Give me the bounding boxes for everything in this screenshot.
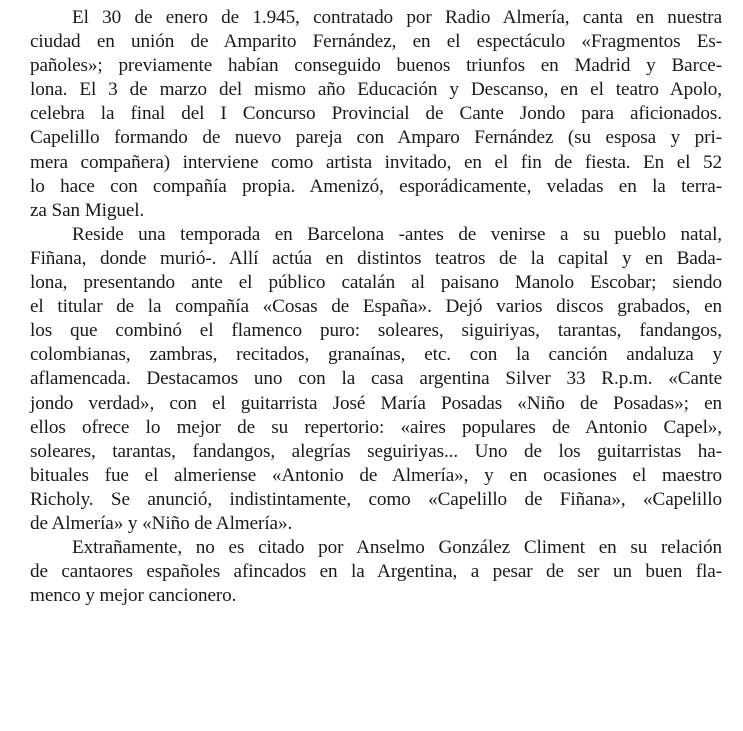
text-line: Reside una temporada en Barcelona -antes de venirse a su pueblo natal, — [72, 223, 722, 245]
paragraph — [30, 536, 722, 608]
text-line: de Almería» y «Niño de Almería». — [30, 512, 293, 534]
text-line: celebra la final del I Concurso Provincial de Cante Jondo para aficionados. — [30, 103, 722, 125]
text-line: lo hace con compañía propia. Amenizó, esporádicamente, veladas en la terra- — [30, 175, 722, 197]
text-line: bituales fue el almeriense «Antonio de Almería», y en ocasiones el maestro — [30, 464, 722, 486]
text-line: lona. El 3 de marzo del mismo año Educación y Descanso, en el teatro Apolo, — [30, 79, 722, 101]
text-line: mera compañera) interviene como artista invitado, en el fin de fiesta. En el 52 — [30, 151, 722, 173]
document-page — [30, 6, 722, 608]
paragraph — [30, 223, 722, 536]
text-line: de cantaores españoles afincados en la Argentina, a pesar de ser un buen fla- — [30, 561, 722, 583]
text-line: menco y mejor cancionero. — [30, 585, 237, 607]
text-line: Extrañamente, no es citado por Anselmo González Climent en su relación — [72, 537, 722, 559]
text-line: ciudad en unión de Amparito Fernández, en el espectáculo «Fragmentos Es- — [30, 31, 722, 53]
text-line: soleares, tarantas, fandangos, alegrías seguiriyas... Uno de los guitarristas ha- — [30, 440, 722, 462]
text-line: za San Miguel. — [30, 199, 145, 221]
text-line: jondo verdad», con el guitarrista José María Posadas «Niño de Posadas»; en — [30, 392, 722, 414]
text-line: El 30 de enero de 1.945, contratado por Radio Almería, canta en nuestra — [72, 7, 722, 28]
text-line: lona, presentando ante el público catalán al paisano Manolo Escobar; siendo — [30, 272, 722, 294]
text-line: Capelillo formando de nuevo pareja con Amparo Fernández (su esposa y pri- — [30, 127, 722, 149]
text-line: los que combinó el flamenco puro: soleares, siguiriyas, tarantas, fandangos, — [30, 320, 722, 342]
text-line: Richoly. Se anunció, indistintamente, como «Capelillo de Fiñana», «Capelillo — [30, 488, 722, 510]
text-line: colombianas, zambras, recitados, granaínas, etc. con la canción andaluza y — [30, 344, 722, 366]
text-line: ellos ofrece lo mejor de su repertorio: «aires populares de Antonio Capel», — [30, 416, 722, 438]
text-line: aflamencada. Destacamos uno con la casa argentina Silver 33 R.p.m. «Cante — [30, 368, 722, 390]
text-line: Fiñana, donde murió-. Allí actúa en distintos teatros de la capital y en Bada- — [30, 247, 722, 269]
paragraph — [30, 6, 722, 223]
text-line: pañoles»; previamente habían conseguido buenos triunfos en Madrid y Barce- — [30, 55, 722, 77]
text-line: el titular de la compañía «Cosas de España». Dejó varios discos grabados, en — [30, 296, 722, 318]
